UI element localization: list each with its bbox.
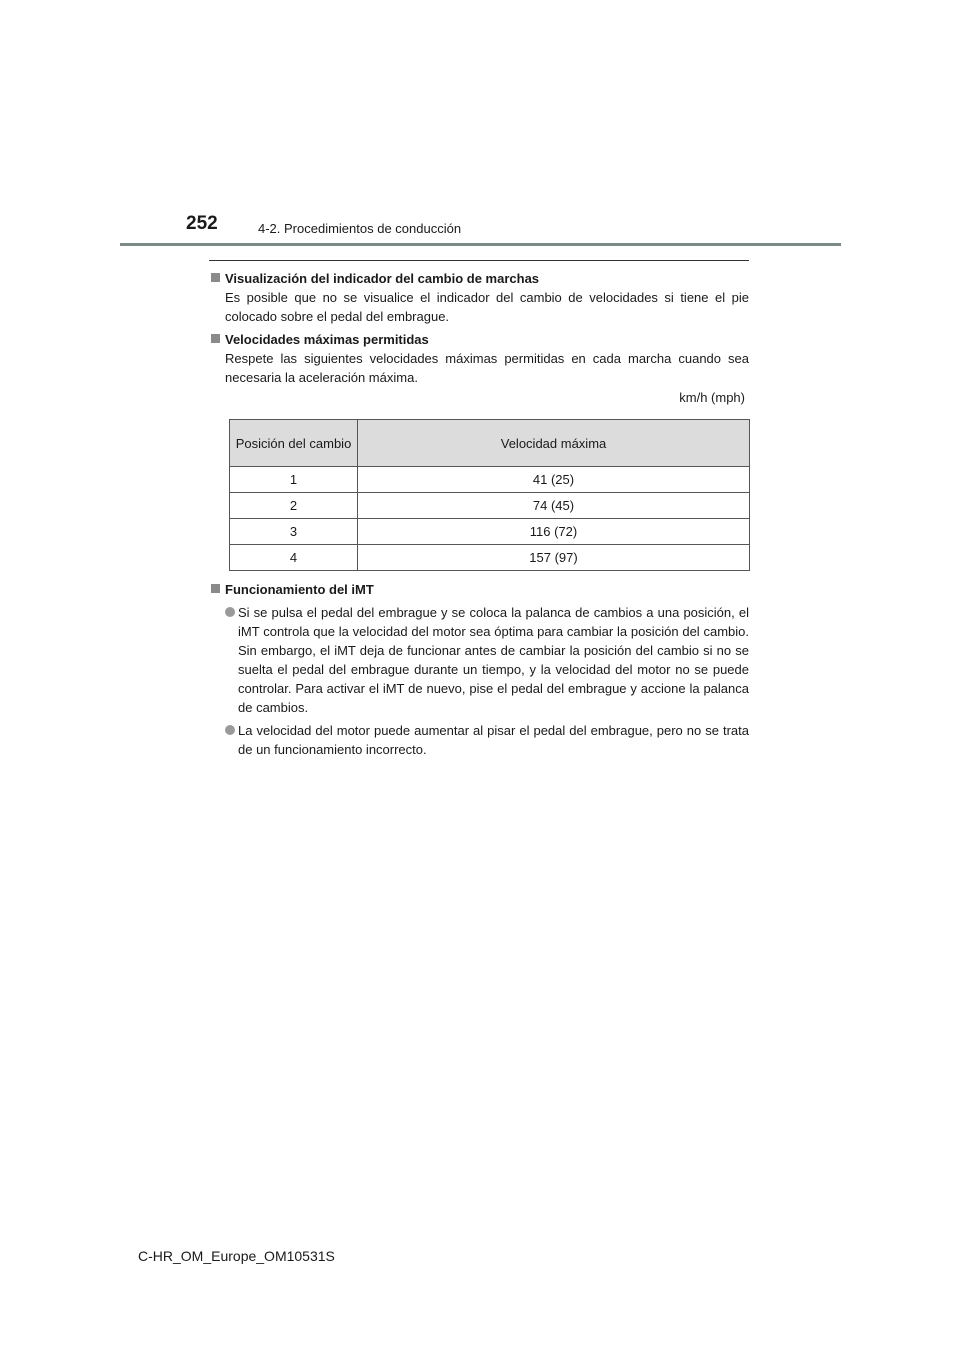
table-cell-speed: 157 (97) xyxy=(358,545,750,571)
gear-indicator-text: Es posible que no se visualice el indicador del cambio de velocidades si tiene el pie colocado sobre el pedal del embrague. xyxy=(225,290,749,324)
square-bullet-icon xyxy=(211,584,220,593)
table-row xyxy=(230,493,750,519)
table-header-cell: Posición del cambio xyxy=(230,420,358,467)
table-row xyxy=(230,519,750,545)
circle-bullet-icon xyxy=(225,607,235,617)
section-title: 4-2. Procedimientos de conducción xyxy=(258,221,462,236)
table-cell-gear: 2 xyxy=(230,493,358,519)
table-header-row xyxy=(230,420,750,467)
max-speeds-table xyxy=(229,419,750,571)
square-bullet-icon xyxy=(211,273,220,282)
gear-indicator-title: Visualización del indicador del cambio de marchas xyxy=(225,271,540,286)
imt-bullet-item xyxy=(225,721,749,759)
table-cell-speed: 41 (25) xyxy=(358,467,750,493)
square-bullet-icon xyxy=(211,334,220,343)
page-content xyxy=(209,269,749,759)
max-speeds-title: Velocidades máximas permitidas xyxy=(225,332,429,347)
imt-bullet-item xyxy=(225,603,749,717)
circle-bullet-icon xyxy=(225,725,235,735)
table-cell-speed: 116 (72) xyxy=(358,519,750,545)
max-speeds-heading xyxy=(209,330,749,349)
table-cell-speed: 74 (45) xyxy=(358,493,750,519)
table-row xyxy=(230,467,750,493)
imt-heading xyxy=(209,580,749,599)
gear-indicator-heading xyxy=(209,269,749,288)
speed-unit-label: km/h (mph) xyxy=(679,390,745,405)
table-cell-gear: 4 xyxy=(230,545,358,571)
imt-bullet-text: Si se pulsa el pedal del embrague y se coloca la palanca de cambios a una posición, el iMT controla que la velocidad del motor sea óptima para cambiar la posición del cambio. Sin embargo, el iMT deja de funcionar antes de cambiar la posición del cambio si no se suelta el pedal del embrague durante un tiempo, y la velocidad del motor no se puede controlar. Para activar el iMT de nuevo, pise el pedal del embrague y accione la palanca de cambios. xyxy=(238,605,749,715)
table-cell-gear: 3 xyxy=(230,519,358,545)
imt-bullet-text: La velocidad del motor puede aumentar al pisar el pedal del embrague, pero no se trata de un funcionamiento incorrecto. xyxy=(238,723,749,757)
table-row xyxy=(230,545,750,571)
max-speeds-text: Respete las siguientes velocidades máximas permitidas en cada marcha cuando sea necesaria la aceleración máxima. xyxy=(225,351,749,385)
content-top-rule xyxy=(209,260,749,261)
document-code: C-HR_OM_Europe_OM10531S xyxy=(138,1248,335,1264)
header-rule xyxy=(120,243,841,246)
table-cell-gear: 1 xyxy=(230,467,358,493)
page-number: 252 xyxy=(186,213,218,234)
table-header-cell: Velocidad máxima xyxy=(358,420,750,467)
imt-title: Funcionamiento del iMT xyxy=(225,582,374,597)
